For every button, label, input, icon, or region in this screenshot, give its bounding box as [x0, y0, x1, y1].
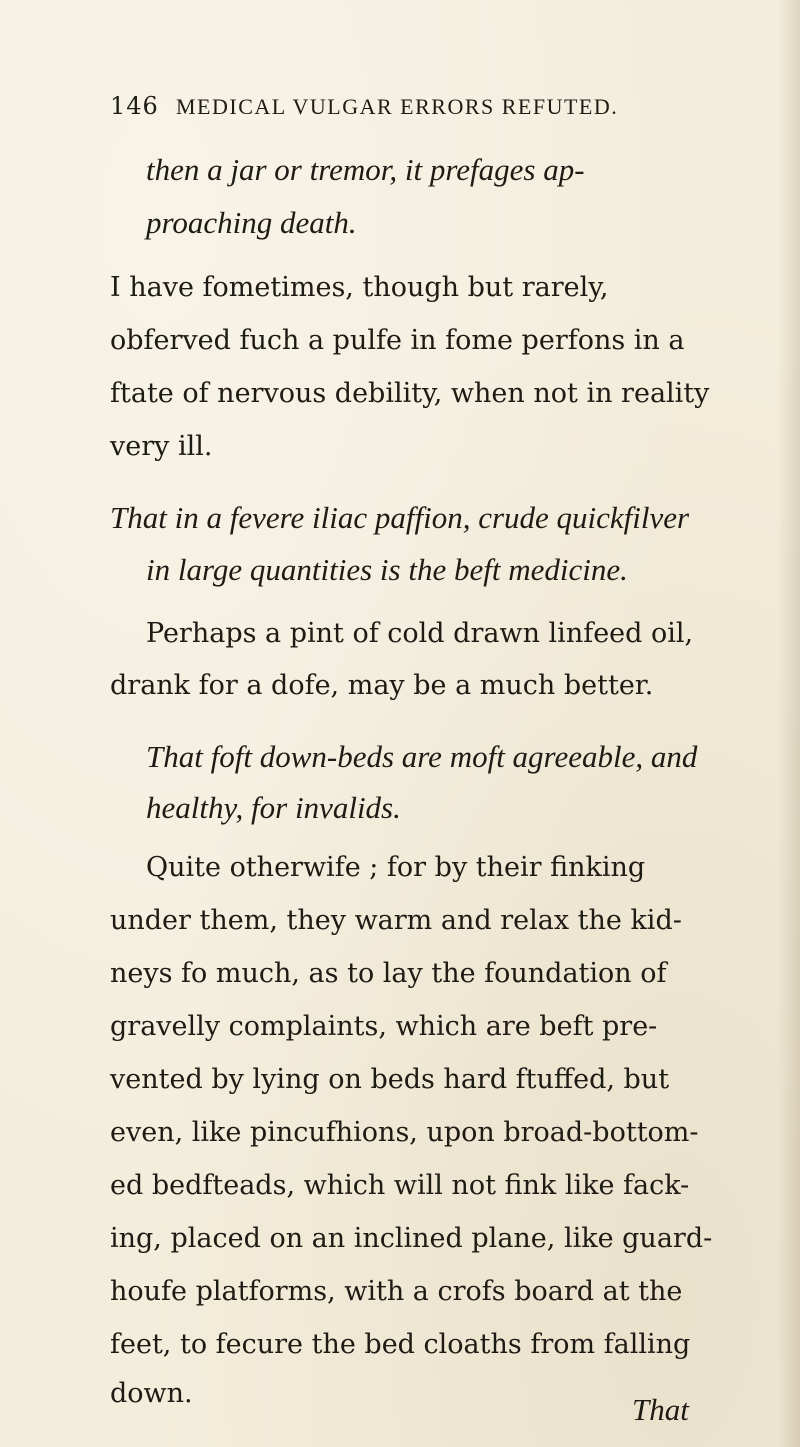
- text-line: very ill.: [110, 431, 213, 462]
- text-line: Perhaps a pint of cold drawn linfeed oil,: [146, 618, 694, 649]
- text-line: down.: [110, 1378, 193, 1409]
- text-line: That in a fevere iliac paffion, crude quickfilver: [110, 500, 690, 535]
- text-line: proaching death.: [146, 205, 357, 240]
- text-line: ftate of nervous debility, when not in reality: [110, 378, 710, 409]
- text-line: That foft down-beds are moft agreeable, and: [146, 739, 698, 774]
- text-line: ing, placed on an inclined plane, like guard-: [110, 1223, 713, 1254]
- text-line: then a jar or tremor, it prefages ap-: [146, 152, 585, 187]
- page-number: 146: [110, 92, 159, 120]
- text-line: gravelly complaints, which are beft pre-: [110, 1011, 658, 1042]
- text-line: houfe platforms, with a crofs board at the: [110, 1276, 683, 1307]
- text-line: feet, to fecure the bed cloaths from falling: [110, 1329, 691, 1360]
- text-line: drank for a dofe, may be a much better.: [110, 670, 654, 701]
- running-title: MEDICAL VULGAR ERRORS REFUTED.: [176, 94, 619, 119]
- text-line: in large quantities is the beft medicine.: [146, 552, 628, 587]
- page-edge-shadow: [778, 0, 800, 1447]
- catchword: That: [632, 1392, 689, 1427]
- text-line: vented by lying on beds hard ftuffed, but: [110, 1064, 670, 1095]
- text-line: healthy, for invalids.: [146, 790, 401, 825]
- text-line: even, like pincufhions, upon broad-bottom-: [110, 1117, 699, 1148]
- text-line: obferved fuch a pulfe in fome perfons in a: [110, 325, 685, 356]
- text-line: ed bedfteads, which will not fink like fack-: [110, 1170, 690, 1201]
- text-line: Quite otherwife ; for by their finking: [146, 852, 646, 883]
- running-head: [110, 92, 618, 120]
- text-line: I have fometimes, though but rarely,: [110, 272, 609, 303]
- text-line: neys fo much, as to lay the foundation of: [110, 958, 667, 989]
- text-line: under them, they warm and relax the kid-: [110, 905, 682, 936]
